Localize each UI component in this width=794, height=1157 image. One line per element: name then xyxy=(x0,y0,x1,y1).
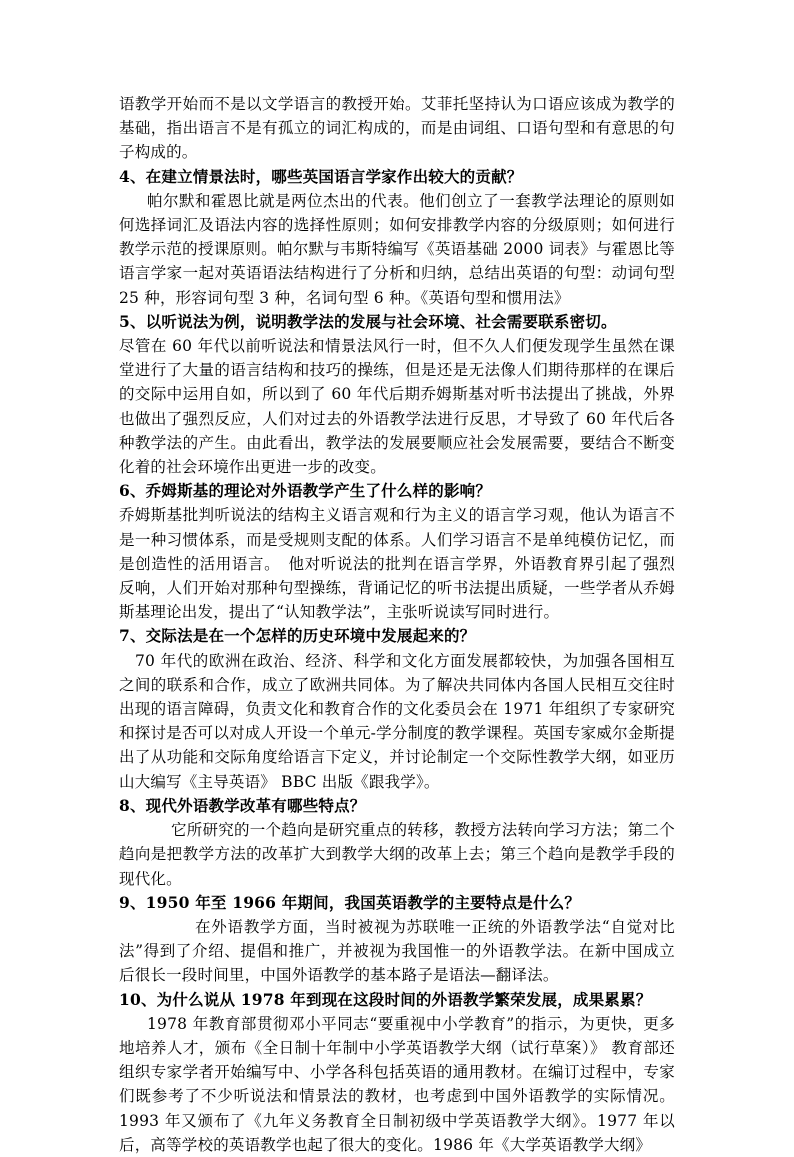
question-9: 9、1950 年至 1966 年期间，我国英语教学的主要特点是什么？ xyxy=(119,892,581,912)
question-7: 7、交际法是在一个怎样的历史环境中发展起来的？ xyxy=(119,626,476,646)
answer-6: 乔姆斯基批判听说法的结构主义语言观和行为主义的语言学习观，他认为语言不是一种习惯体系，而是受规则支配的体系。人们学习语言不是单纯模仿记忆，而是创造性的活用语言。 他对听说法的批判在语言学界，外语教育界引起了强烈反响，人们开始对那种句型操练，背诵记忆的听书法提出质疑，一些学者从乔姆斯基理论出发，提出了“认知教学法”，主张听说读写同时进行。 xyxy=(119,506,675,622)
question-6: 6、乔姆斯基的理论对外语教学产生了什么样的影响？ xyxy=(119,481,492,501)
question-10: 10、为什么说从 1978 年到现在这段时间的外语教学繁荣发展，成果累累？ xyxy=(119,989,652,1009)
question-5: 5、以听说法为例，说明教学法的发展与社会环境、社会需要联系密切。 xyxy=(119,311,617,331)
document-page xyxy=(119,92,675,1157)
answer-8: 它所研究的一个趋向是研究重点的转移，教授方法转向学习方法；第二个趋向是把教学方法的改革扩大到教学大纲的改革上去；第三个趋向是教学手段的现代化。 xyxy=(119,821,675,888)
answer-4: 帕尔默和霍恩比就是两位杰出的代表。他们创立了一套教学法理论的原则如何选择词汇及语法内容的选择性原则；如何安排教学内容的分级原则；如何进行教学示范的授课原则。帕尔默与韦斯特编写《英语基础 2000 词表》与霍恩比等语言学家一起对英语语法结构进行了分析和归纳，总结出英语的句型：动词句型 25 种，形容词句型 3 种，名词句型 6 种。《英语句型和惯用法》 xyxy=(119,191,675,307)
question-4: 4、在建立情景法时，哪些英国语言学家作出较大的贡献？ xyxy=(119,166,523,186)
answer-5: 尽管在 60 年代以前听说法和情景法风行一时，但不久人们便发现学生虽然在课堂进行了大量的语言结构和技巧的操练，但是还是无法像人们期待那样的在课后的交际中运用自如，所以到了 60 年代后期乔姆斯基对听书法提出了挑战，外界也做出了强烈反应，人们对过去的外语教学法进行反思，才导致了 60 年代后各种教学法的产生。由此看出，教学法的发展要顺应社会发展需要，要结合不断变化着的社会环境作出更进一步的改变。 xyxy=(119,337,675,477)
paragraph-intro: 语教学开始而不是以文学语言的教授开始。艾菲托坚持认为口语应该成为教学的基础，指出语言不是有孤立的词汇构成的，而是由词组、口语句型和有意思的句子构成的。 xyxy=(119,95,675,162)
answer-7: 70 年代的欧洲在政治、经济、科学和文化方面发展都较快，为加强各国相互之间的联系和合作，成立了欧洲共同体。为了解决共同体内各国人民相互交往时出现的语言障碍，负责文化和教育合作的文化委员会在 1971 年组织了专家研究和探讨是否可以对成人开设一个单元-学分制度的教学课程。英国专家威尔金斯提出了从功能和交际角度给语言下定义，并讨论制定一个交际性教学大纲，如亚历山大编写《主导英语》 BBC 出版《跟我学》。 xyxy=(119,651,675,791)
question-8: 8、现代外语教学改革有哪些特点？ xyxy=(119,795,366,815)
answer-10: 1978 年教育部贯彻邓小平同志“要重视中小学教育”的指示，为更快，更多地培养人才，颁布《全日制十年制中小学英语教学大纲（试行草案）》 教育部还组织专家学者开始编写中、小学各科包括英语的通用教材。在编订过程中，专家们既参考了不少听说法和情景法的教材，也考虑到中国外语教学的实际情况。1993 年又颁布了《九年义务教育全日制初级中学英语教学大纲》。1977 年以后，高等学校的英语教学也起了很大的变化。1986 年《大学英语教学大纲》 xyxy=(119,1014,675,1154)
answer-9: 在外语教学方面，当时被视为苏联唯一正统的外语教学法“自觉对比法”得到了介绍、提倡和推广，并被视为我国惟一的外语教学法。在新中国成立后很长一段时间里，中国外语教学的基本路子是语法—翻译法。 xyxy=(119,917,675,985)
